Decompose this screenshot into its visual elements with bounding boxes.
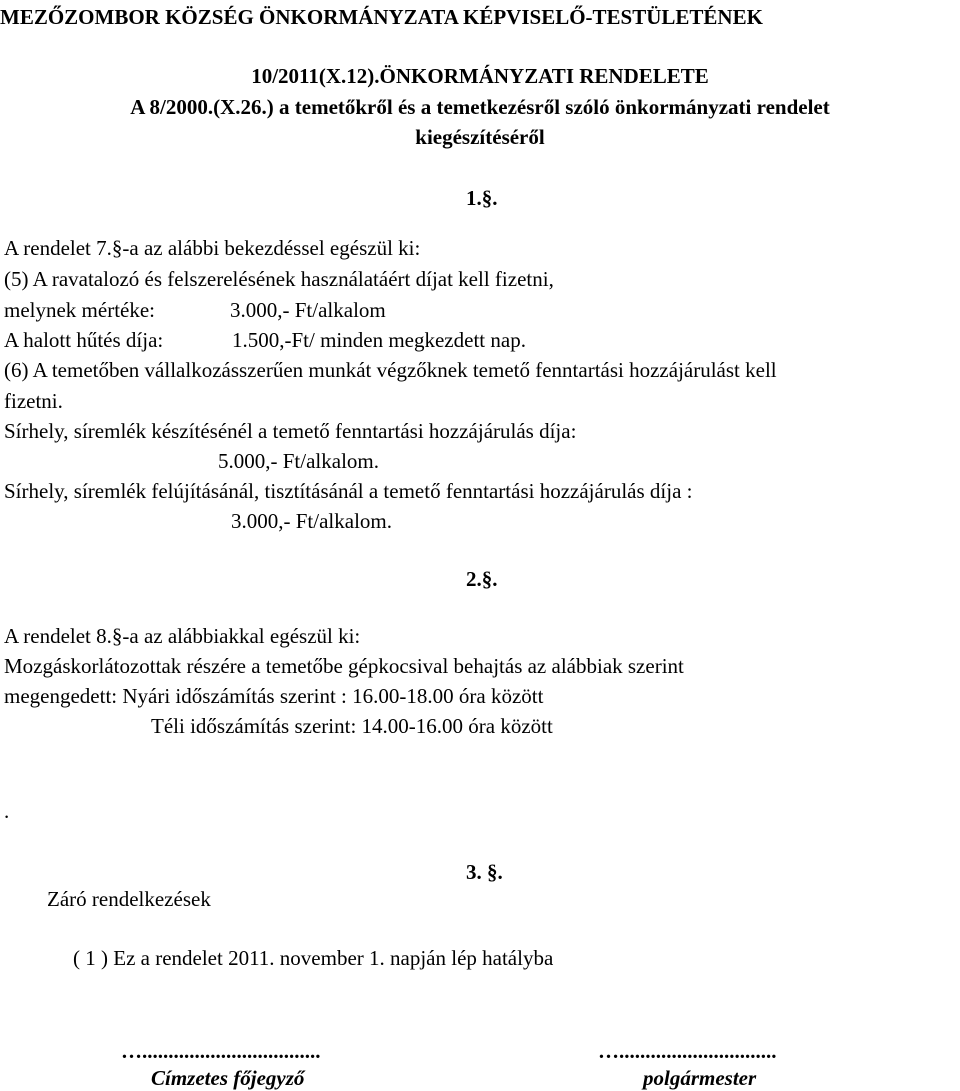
fee-label-cooling: A halott hűtés díja: [4, 328, 164, 352]
section-2-summer-hours: megengedett: Nyári időszámítás szerint : 16.00-18.00 óra között [4, 684, 544, 708]
section-3-heading: 3. §. [466, 860, 503, 884]
section-2-heading: 2.§. [466, 567, 498, 591]
section-2-text: Mozgáskorlátozottak részére a temetőbe gépkocsival behajtás az alábbiak szerint [4, 654, 684, 678]
council-name: MEZŐZOMBOR KÖZSÉG ÖNKORMÁNYZATA KÉPVISELŐ-TESTÜLETÉNEK [0, 5, 763, 29]
fee-label-grave-construction: Sírhely, síremlék készítésénél a temető fenntartási hozzájárulás díja: [4, 419, 577, 443]
section-2-winter-hours: Téli időszámítás szerint: 14.00-16.00 óra között [151, 714, 553, 738]
fee-value-grave-renovation: 3.000,- Ft/alkalom. [231, 509, 392, 533]
fee-value-funeral-hall: 3.000,- Ft/alkalom [230, 298, 386, 322]
section-1-heading: 1.§. [466, 186, 498, 210]
fee-label-funeral-hall: melynek mértéke: [4, 298, 156, 322]
signature-title-notary: Címzetes főjegyző [151, 1066, 305, 1090]
section-3-text: ( 1 ) Ez a rendelet 2011. november 1. napján lép hatályba [73, 946, 554, 970]
signature-line-mayor: ….............................. [598, 1039, 777, 1063]
decree-subject-line1: A 8/2000.(X.26.) a temetőkről és a temetkezésről szóló önkormányzati rendelet [130, 95, 830, 119]
fee-value-grave-construction: 5.000,- Ft/alkalom. [218, 449, 379, 473]
fee-label-grave-renovation: Sírhely, síremlék felújításánál, tisztításánál a temető fenntartási hozzájárulás díja : [4, 479, 693, 503]
section-3-title: Záró rendelkezések [47, 887, 211, 911]
section-1-para6: (6) A temetőben vállalkozásszerűen munkát végzőknek temető fenntartási hozzájárulást kell [4, 358, 777, 382]
decree-number: 10/2011(X.12).ÖNKORMÁNYZATI RENDELETE [251, 64, 709, 88]
stray-dot: . [4, 799, 10, 823]
fee-value-cooling: 1.500,-Ft/ minden megkezdett nap. [232, 328, 526, 352]
section-1-intro: A rendelet 7.§-a az alábbi bekezdéssel egészül ki: [4, 236, 421, 260]
section-1-para5: (5) A ravatalozó és felszerelésének használatáért díjat kell fizetni, [4, 267, 554, 291]
decree-subject-line2: kiegészítéséről [415, 125, 545, 149]
signature-title-mayor: polgármester [643, 1066, 757, 1090]
section-1-para6-cont: fizetni. [4, 389, 63, 413]
signature-line-notary: ….................................. [121, 1039, 321, 1063]
section-2-intro: A rendelet 8.§-a az alábbiakkal egészül ki: [4, 624, 361, 648]
